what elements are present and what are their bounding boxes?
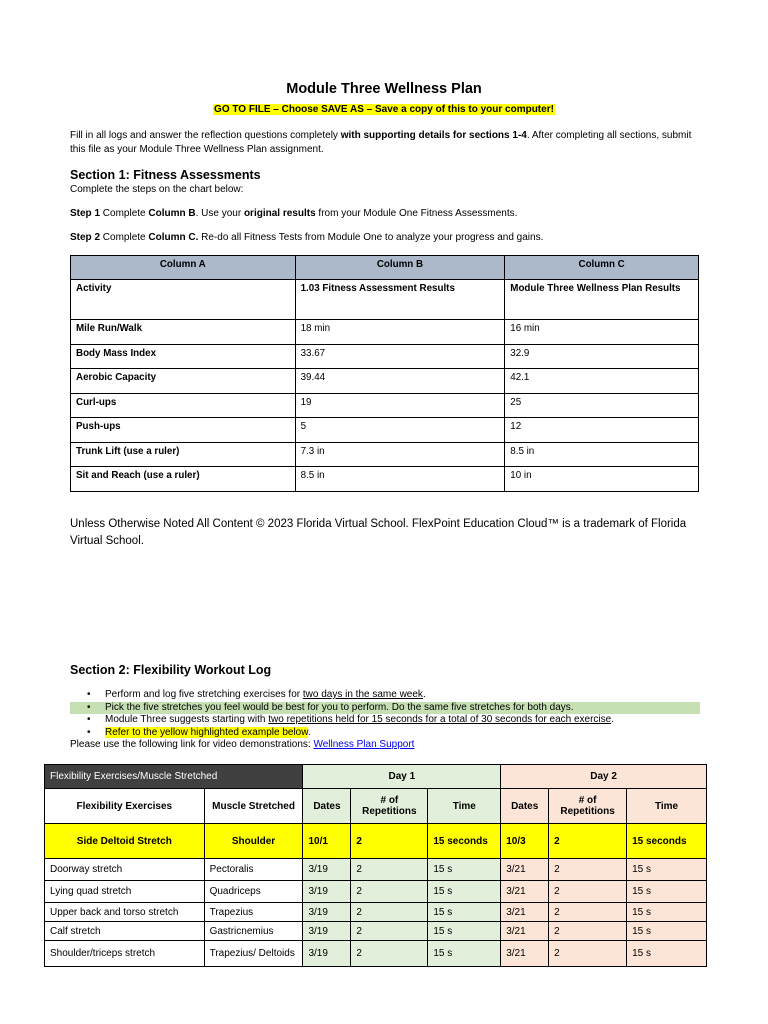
- day1-date-cell[interactable]: 3/19: [303, 859, 351, 881]
- group-header-row: [45, 765, 707, 789]
- cell-activity: Mile Run/Walk: [71, 320, 296, 345]
- muscle-cell[interactable]: Quadriceps: [204, 881, 303, 903]
- muscle-cell[interactable]: Trapezius/ Deltoids: [204, 941, 303, 967]
- day2-date-cell[interactable]: 3/21: [501, 941, 549, 967]
- example-cell: Shoulder: [204, 824, 303, 859]
- day1-date-cell[interactable]: 3/19: [303, 881, 351, 903]
- table-row: [45, 881, 707, 903]
- day2-date-cell[interactable]: 3/21: [501, 903, 549, 922]
- table-row: [71, 418, 699, 443]
- step1-label: Step 1: [70, 208, 101, 219]
- cell-activity: Aerobic Capacity: [71, 369, 296, 394]
- bullet-text: .: [422, 689, 426, 700]
- activity-col-b: 1.03 Fitness Assessment Results: [295, 280, 505, 320]
- step1-bold: Column B: [148, 208, 196, 219]
- cell-activity: Trunk Lift (use a ruler): [71, 442, 296, 467]
- day1-date-cell[interactable]: 3/19: [303, 941, 351, 967]
- day2-time-cell[interactable]: 15 s: [627, 881, 707, 903]
- example-cell: 15 seconds: [428, 824, 501, 859]
- day1-header: Day 1: [303, 765, 501, 789]
- table-row: [45, 903, 707, 922]
- step2-bold: Column C.: [148, 232, 199, 243]
- example-cell: 2: [549, 824, 627, 859]
- exercise-cell[interactable]: Lying quad stretch: [45, 881, 205, 903]
- cell-original[interactable]: 19: [295, 393, 505, 418]
- bullet-highlight: Refer to the yellow highlighted example below: [105, 726, 308, 738]
- step2-text: Complete: [100, 232, 149, 243]
- bullet-text: Perform and log five stretching exercises for: [105, 689, 303, 700]
- col-header: Time: [428, 789, 501, 824]
- example-cell: 10/1: [303, 824, 351, 859]
- intro-bold: with supporting details for sections 1-4: [340, 130, 527, 141]
- col-header: # of Repetitions: [351, 789, 428, 824]
- day1-time-cell[interactable]: 15 s: [428, 922, 501, 941]
- cell-current[interactable]: 8.5 in: [505, 442, 699, 467]
- muscle-cell[interactable]: Pectoralis: [204, 859, 303, 881]
- step1-text: from your Module One Fitness Assessments.: [315, 208, 518, 219]
- instructions-list: [70, 689, 700, 752]
- col-header: # of Repetitions: [549, 789, 627, 824]
- day2-time-cell[interactable]: 15 s: [627, 859, 707, 881]
- day2-date-cell[interactable]: 3/21: [501, 881, 549, 903]
- list-item: [70, 689, 700, 702]
- day1-reps-cell[interactable]: 2: [351, 903, 428, 922]
- save-notice-text: GO TO FILE – Choose SAVE AS – Save a copy of this to your computer!: [214, 104, 554, 115]
- step1-bold: original results: [243, 208, 316, 219]
- table-header-row: [71, 256, 699, 280]
- cell-current[interactable]: 32.9: [505, 344, 699, 369]
- bullet-text: .: [307, 726, 311, 738]
- day2-reps-cell[interactable]: 2: [549, 941, 627, 967]
- cell-original[interactable]: 18 min: [295, 320, 505, 345]
- wellness-plan-support-link[interactable]: Wellness Plan Support: [313, 739, 415, 750]
- cell-original[interactable]: 39.44: [295, 369, 505, 394]
- day2-date-cell[interactable]: 3/21: [501, 859, 549, 881]
- step2-text: Re-do all Fitness Tests from Module One to analyze your progress and gains.: [198, 232, 544, 243]
- day1-reps-cell[interactable]: 2: [351, 859, 428, 881]
- link-line: [70, 739, 700, 752]
- day1-time-cell[interactable]: 15 s: [428, 859, 501, 881]
- intro-text-1: Fill in all logs and answer the reflection questions completely: [70, 130, 341, 141]
- fitness-assessment-table: [70, 255, 699, 492]
- header-column-c: Column C: [505, 256, 699, 280]
- cell-original[interactable]: 7.3 in: [295, 442, 505, 467]
- day2-reps-cell[interactable]: 2: [549, 903, 627, 922]
- cell-current[interactable]: 25: [505, 393, 699, 418]
- header-column-b: Column B: [295, 256, 505, 280]
- table-row: [71, 393, 699, 418]
- list-item: [70, 714, 700, 727]
- activity-row: [71, 280, 699, 320]
- link-intro: Please use the following link for video demonstrations:: [70, 739, 314, 750]
- example-cell: 2: [351, 824, 428, 859]
- day1-time-cell[interactable]: 15 s: [428, 881, 501, 903]
- bullet-underline: two days in the same week: [302, 689, 423, 700]
- day1-reps-cell[interactable]: 2: [351, 922, 428, 941]
- day1-date-cell[interactable]: 3/19: [303, 922, 351, 941]
- column-header-row: [45, 789, 707, 824]
- day1-date-cell[interactable]: 3/19: [303, 903, 351, 922]
- cell-current[interactable]: 42.1: [505, 369, 699, 394]
- cell-current[interactable]: 12: [505, 418, 699, 443]
- flexibility-log-table: [44, 764, 707, 967]
- example-row: [45, 824, 707, 859]
- col-header: Time: [627, 789, 707, 824]
- col-header: Flexibility Exercises: [45, 789, 205, 824]
- cell-original[interactable]: 5: [295, 418, 505, 443]
- day1-reps-cell[interactable]: 2: [351, 881, 428, 903]
- day1-time-cell[interactable]: 15 s: [428, 903, 501, 922]
- muscle-cell[interactable]: Trapezius: [204, 903, 303, 922]
- bullet-text: .: [611, 714, 614, 725]
- section1-subtext: Complete the steps on the chart below:: [70, 184, 244, 195]
- example-cell: Side Deltoid Stretch: [45, 824, 205, 859]
- step1-line: [70, 207, 517, 220]
- copyright-notice: Unless Otherwise Noted All Content © 2023 Florida Virtual School. FlexPoint Education Cloud™ is a trademark of Florida Virtual School.: [70, 518, 687, 547]
- cell-activity: Sit and Reach (use a ruler): [71, 467, 296, 492]
- cell-current[interactable]: 10 in: [505, 467, 699, 492]
- col-header: Dates: [501, 789, 549, 824]
- list-item: [70, 702, 700, 715]
- example-cell: 15 seconds: [627, 824, 707, 859]
- header-column-a: Column A: [71, 256, 296, 280]
- table-row: [71, 320, 699, 345]
- day1-reps-cell[interactable]: 2: [351, 941, 428, 967]
- col-header: Muscle Stretched: [204, 789, 303, 824]
- table-row: [71, 344, 699, 369]
- exercise-cell[interactable]: Doorway stretch: [45, 859, 205, 881]
- table-row: [71, 442, 699, 467]
- cell-activity: Curl-ups: [71, 393, 296, 418]
- page-title: Module Three Wellness Plan: [286, 81, 482, 97]
- cell-activity: Body Mass Index: [71, 344, 296, 369]
- day2-reps-cell[interactable]: 2: [549, 859, 627, 881]
- table-row: [45, 922, 707, 941]
- step1-text: Complete: [100, 208, 149, 219]
- exercise-cell[interactable]: Calf stretch: [45, 922, 205, 941]
- day2-reps-cell[interactable]: 2: [549, 881, 627, 903]
- day2-date-cell[interactable]: 3/21: [501, 922, 549, 941]
- step1-text: . Use your: [195, 208, 244, 219]
- list-item: [70, 727, 700, 740]
- bullet-underline: two repetitions held for 15 seconds for a total of 30 seconds for each exercise: [268, 714, 612, 725]
- intro-text-2: . After completing all sections, submit this file as your Module Three Wellness Plan assignment.: [70, 130, 692, 155]
- exercise-cell[interactable]: Upper back and torso stretch: [45, 903, 205, 922]
- example-cell: 10/3: [501, 824, 549, 859]
- group-header: Flexibility Exercises/Muscle Stretched: [45, 765, 303, 789]
- section1-heading: Section 1: Fitness Assessments: [70, 168, 261, 182]
- day2-reps-cell[interactable]: 2: [549, 922, 627, 941]
- table-row: [71, 467, 699, 492]
- table-row: [45, 941, 707, 967]
- day2-time-cell[interactable]: 15 s: [627, 922, 707, 941]
- cell-current[interactable]: 16 min: [505, 320, 699, 345]
- cell-original[interactable]: 8.5 in: [295, 467, 505, 492]
- cell-original[interactable]: 33.67: [295, 344, 505, 369]
- cell-activity: Push-ups: [71, 418, 296, 443]
- exercise-cell[interactable]: Shoulder/triceps stretch: [45, 941, 205, 967]
- day2-time-cell[interactable]: 15 s: [627, 903, 707, 922]
- col-header: Dates: [303, 789, 351, 824]
- table-row: [45, 859, 707, 881]
- step2-label: Step 2: [70, 232, 101, 243]
- day2-time-cell[interactable]: 15 s: [627, 941, 707, 967]
- step2-line: [70, 231, 543, 244]
- table-row: [71, 369, 699, 394]
- save-notice: [0, 104, 768, 115]
- section2-heading: Section 2: Flexibility Workout Log: [70, 663, 272, 677]
- bullet-text: Pick the five stretches you feel would be best for you to perform. Do the same five stretches for both days.: [105, 701, 574, 713]
- intro-paragraph: [70, 129, 698, 157]
- activity-label: Activity: [71, 280, 296, 320]
- activity-col-c: Module Three Wellness Plan Results: [505, 280, 699, 320]
- day1-time-cell[interactable]: 15 s: [428, 941, 501, 967]
- day2-header: Day 2: [501, 765, 707, 789]
- muscle-cell[interactable]: Gastricnemius: [204, 922, 303, 941]
- bullet-text: Module Three suggests starting with: [105, 714, 269, 725]
